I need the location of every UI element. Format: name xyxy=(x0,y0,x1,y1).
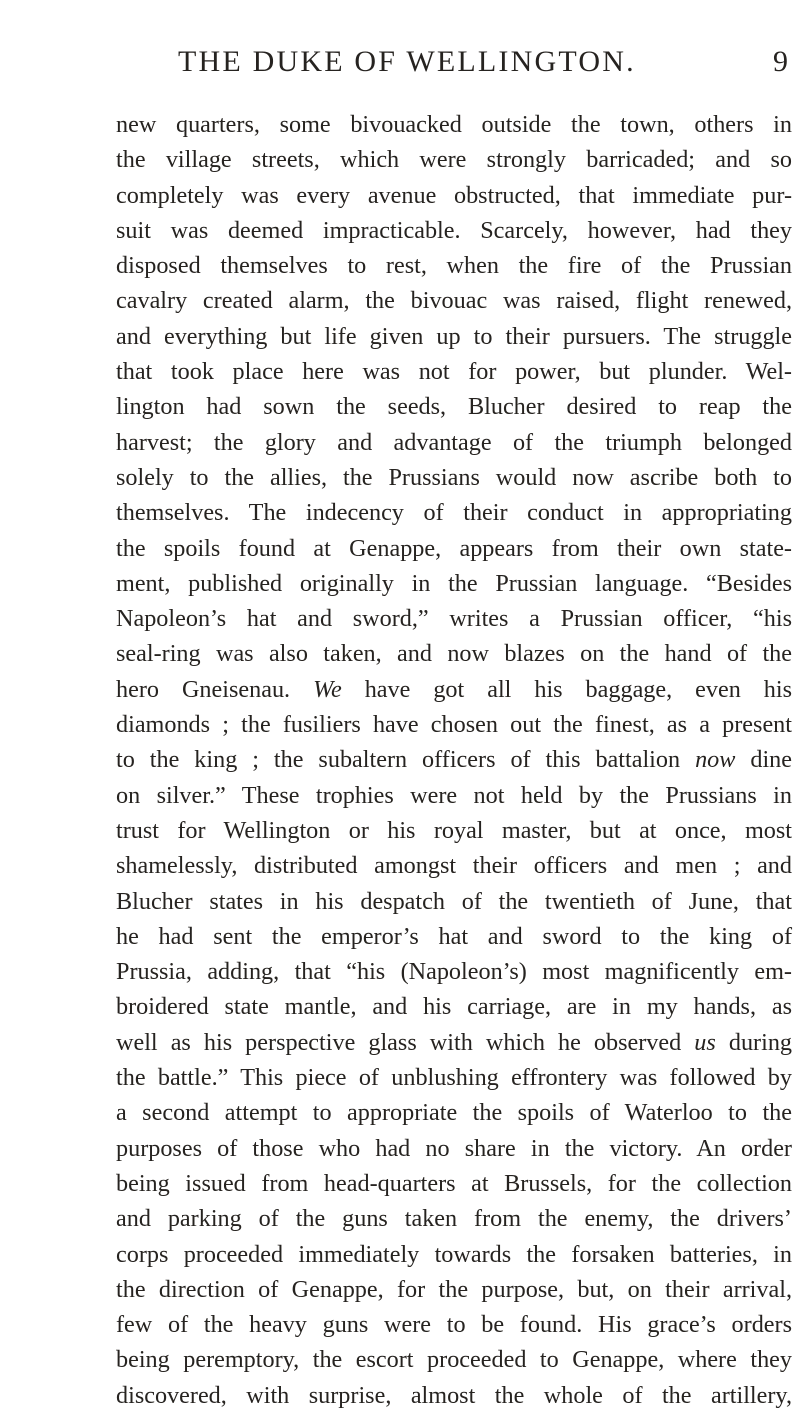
text-line: and parking of the guns taken from the enemy, the drivers’ xyxy=(116,1205,792,1233)
text-line: purposes of those who had no share in the victory. An order xyxy=(116,1134,792,1162)
text-line: the direction of Genappe, for the purpose, but, on their arrival, xyxy=(116,1275,792,1303)
text-line: suit was deemed impracticable. Scarcely, however, had they xyxy=(116,216,792,244)
text-line: the village streets, which were strongly barricaded; and so xyxy=(116,146,792,174)
text-line: disposed themselves to rest, when the fire of the Prussian xyxy=(116,252,792,280)
text-segment: to the king ; the subaltern officers of this battalion xyxy=(116,746,696,774)
text-line: completely was every avenue obstructed, that immediate pur- xyxy=(116,181,792,209)
text-line: being peremptory, the escort proceeded to Genappe, where they xyxy=(116,1346,792,1374)
text-line xyxy=(116,742,792,777)
text-line: broidered state mantle, and his carriage, are in my hands, as xyxy=(116,993,792,1021)
text-line: Napoleon’s hat and sword,” writes a Prussian officer, “his xyxy=(116,605,792,633)
text-line: new quarters, some bivouacked outside the town, others in xyxy=(116,111,792,138)
italic-emphasis: We xyxy=(313,675,342,703)
text-line: on silver.” These trophies were not held by the Prussians in xyxy=(116,781,792,809)
text-segment: dine xyxy=(735,746,792,774)
text-line: lington had sown the seeds, Blucher desired to reap the xyxy=(116,393,792,421)
text-line: discovered, with surprise, almost the whole of the artillery, xyxy=(116,1381,792,1409)
text-line: a second attempt to appropriate the spoils of Waterloo to the xyxy=(116,1099,792,1127)
text-segment: during xyxy=(715,1028,793,1056)
text-line: the battle.” This piece of unblushing effrontery was followed by xyxy=(116,1064,792,1092)
text-line: and everything but life given up to their pursuers. The struggle xyxy=(116,322,792,350)
text-line: shamelessly, distributed amongst their officers and men ; and xyxy=(116,852,792,880)
italic-emphasis: us xyxy=(694,1028,716,1056)
text-line: few of the heavy guns were to be found. His grace’s orders xyxy=(116,1311,792,1339)
page-number: 9 xyxy=(773,45,788,78)
text-segment: well as his perspective glass with which he observed xyxy=(116,1028,695,1056)
text-line xyxy=(116,1025,792,1060)
text-line: seal-ring was also taken, and now blazes on the hand of the xyxy=(116,640,792,668)
text-line: themselves. The indecency of their conduct in appropriating xyxy=(116,499,792,527)
text-segment: have got all his baggage, even his xyxy=(341,675,792,703)
text-line: Prussia, adding, that “his (Napoleon’s) most magnificently em- xyxy=(116,958,792,986)
text-line: Blucher states in his despatch of the twentieth of June, that xyxy=(116,887,792,915)
page-header xyxy=(148,42,800,82)
italic-emphasis: now xyxy=(695,746,736,774)
text-line: corps proceeded immediately towards the forsaken batteries, in xyxy=(116,1240,792,1268)
text-line: he had sent the emperor’s hat and sword to the king of xyxy=(116,922,792,950)
text-line xyxy=(116,672,792,707)
running-head: THE DUKE OF WELLINGTON. xyxy=(178,45,636,78)
text-line: diamonds ; the fusiliers have chosen out the finest, as a present xyxy=(116,711,792,739)
body-text xyxy=(116,107,792,1413)
text-segment: hero Gneisenau. xyxy=(116,675,314,703)
text-line: ment, published originally in the Prussian language. “Besides xyxy=(116,569,792,597)
text-line: trust for Wellington or his royal master, but at once, most xyxy=(116,816,792,844)
text-line: that took place here was not for power, but plunder. Wel- xyxy=(116,358,792,386)
text-line: being issued from head-quarters at Brussels, for the collection xyxy=(116,1169,792,1197)
text-line: solely to the allies, the Prussians would now ascribe both to xyxy=(116,463,792,491)
text-line: the spoils found at Genappe, appears from their own state- xyxy=(116,534,792,562)
text-line: cavalry created alarm, the bivouac was raised, flight renewed, xyxy=(116,287,792,315)
text-line: harvest; the glory and advantage of the triumph belonged xyxy=(116,428,792,456)
